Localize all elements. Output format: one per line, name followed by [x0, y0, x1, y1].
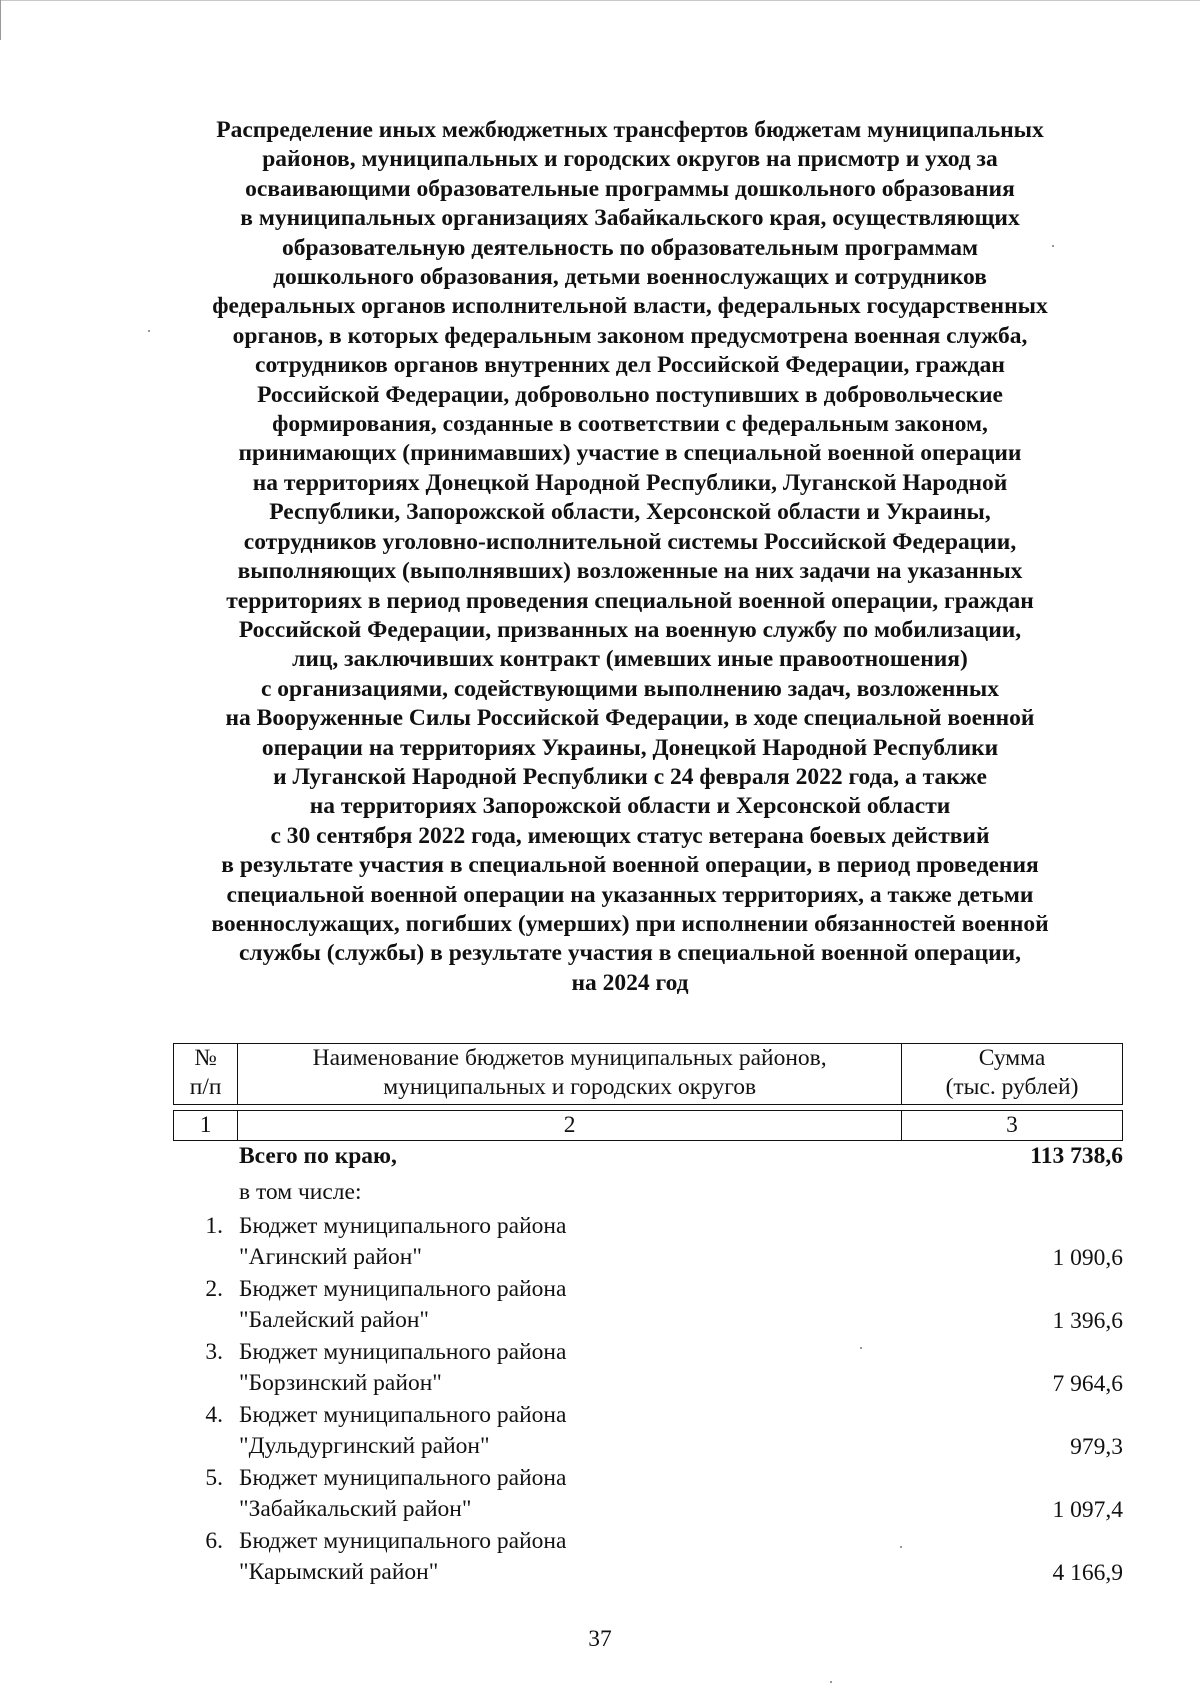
title-line: федеральных органов исполнительной власти, федеральных государственных: [212, 293, 1048, 320]
scan-speck: [1052, 245, 1054, 247]
row-name: [239, 1463, 879, 1525]
document-title: [150, 116, 1110, 998]
title-line: Распределение иных межбюджетных трансфертов бюджетам муниципальных: [216, 117, 1044, 143]
row-amount: 1 396,6: [1052, 1308, 1123, 1334]
title-line: сотрудников уголовно-исполнительной системы Российской Федерации,: [243, 528, 1017, 555]
title-line: Республики, Запорожской области, Херсонской области и Украины,: [269, 499, 991, 526]
table-row: [173, 1463, 1123, 1526]
title-line: на Вооруженные Силы Российской Федерации, в ходе специальной военной: [225, 705, 1035, 732]
title-line: и Луганской Народной Республики с 24 февраля 2022 года, а также: [273, 763, 987, 790]
header-sum: Сумма (тыс. рублей): [902, 1044, 1123, 1105]
title-line: службы (службы) в результате участия в специальной военной операции,: [238, 940, 1022, 967]
table-row: [173, 1526, 1123, 1589]
row-name-line: Бюджет муниципального района: [239, 1465, 567, 1491]
title-line: с 30 сентября 2022 года, имеющих статус ветерана боевых действий: [270, 822, 990, 849]
row-name: [239, 1337, 879, 1399]
scan-edge-left: [0, 0, 1, 40]
column-number-2: 2: [238, 1111, 902, 1141]
row-amount: 1 097,4: [1052, 1497, 1123, 1523]
scan-speck: [830, 1681, 832, 1683]
title-line: образовательную деятельность по образовательным программам: [281, 234, 979, 261]
row-name-line: "Дульдургинский район": [239, 1433, 490, 1459]
row-amount: 4 166,9: [1052, 1560, 1123, 1586]
row-amount: 979,3: [1070, 1434, 1123, 1460]
title-line: в муниципальных организациях Забайкальского края, осуществляющих: [240, 205, 1020, 232]
row-number: 5.: [205, 1465, 223, 1491]
row-name-line: "Борзинский район": [239, 1370, 442, 1396]
total-amount: 113 738,6: [1030, 1143, 1123, 1169]
table-row: [173, 1400, 1123, 1463]
title-line: районов, муниципальных и городских округов на присмотр и уход за: [262, 146, 998, 173]
title-line: выполняющих (выполнявших) возложенные на них задачи на указанных: [237, 558, 1023, 585]
scan-speck: [148, 330, 150, 332]
title-line: операции на территориях Украины, Донецкой Народной Республики: [261, 734, 999, 761]
title-line: специальной военной операции на указанных территориях, а также детьми: [226, 881, 1034, 908]
total-row: [173, 1142, 1123, 1178]
row-name-line: "Балейский район": [239, 1307, 430, 1333]
row-name-line: Бюджет муниципального района: [239, 1528, 567, 1554]
title-line: Российской Федерации, добровольно поступивших в добровольческие: [257, 381, 1003, 408]
row-name-line: Бюджет муниципального района: [239, 1213, 567, 1239]
title-line: дошкольного образования, детьми военнослужащих и сотрудников: [273, 264, 987, 291]
subtotal-row: [173, 1178, 1123, 1211]
row-name-line: "Карымский район": [239, 1559, 439, 1585]
row-amount: 1 090,6: [1052, 1245, 1123, 1271]
title-line: лиц, заключивших контракт (имевших иные правоотношения): [292, 646, 968, 673]
row-name: [239, 1211, 879, 1273]
scan-edge-top: [0, 0, 1200, 1]
row-name-line: "Агинский район": [239, 1244, 422, 1270]
title-line: формирования, созданные в соответствии с федеральным законом,: [272, 411, 988, 438]
row-number: 3.: [205, 1339, 223, 1365]
title-line: Российской Федерации, призванных на военную службу по мобилизации,: [238, 616, 1022, 643]
title-line: сотрудников органов внутренних дел Российской Федерации, граждан: [255, 352, 1005, 379]
total-label: Всего по краю,: [239, 1143, 397, 1169]
title-line: осваивающими образовательные программы дошкольного образования: [245, 175, 1015, 202]
budget-table-body: [173, 1142, 1123, 1589]
row-name: [239, 1526, 879, 1588]
table-row: [173, 1274, 1123, 1337]
table-header: [173, 1043, 1123, 1141]
title-line: территориях в период проведения специальной военной операции, граждан: [226, 587, 1034, 614]
column-number-1: 1: [174, 1111, 238, 1141]
table-row: [173, 1337, 1123, 1400]
row-name-line: Бюджет муниципального района: [239, 1402, 567, 1428]
title-line: на 2024 год: [571, 969, 689, 996]
row-number: 6.: [205, 1528, 223, 1554]
row-name: [239, 1274, 879, 1336]
header-name: Наименование бюджетов муниципальных районов, муниципальных и городских округов: [238, 1044, 902, 1105]
title-line: принимающих (принимавших) участие в специальной военной операции: [238, 440, 1022, 467]
row-number: 4.: [205, 1402, 223, 1428]
title-line: в результате участия в специальной военной операции, в период проведения: [221, 852, 1039, 879]
row-amount: 7 964,6: [1052, 1371, 1123, 1397]
row-name-line: "Забайкальский район": [239, 1496, 472, 1522]
row-number: 1.: [205, 1213, 223, 1239]
page-number: 37: [588, 1626, 612, 1652]
row-name: [239, 1400, 879, 1462]
table-row: [173, 1211, 1123, 1274]
row-name-line: Бюджет муниципального района: [239, 1276, 567, 1302]
subtotal-label: в том числе:: [239, 1179, 362, 1205]
row-name-line: Бюджет муниципального района: [239, 1339, 567, 1365]
scan-speck: [900, 1546, 902, 1548]
row-number: 2.: [205, 1276, 223, 1302]
title-line: с организациями, содействующими выполнению задач, возложенных: [260, 675, 1000, 702]
title-line: органов, в которых федеральным законом предусмотрена военная служба,: [232, 322, 1028, 349]
scan-speck: [860, 1347, 862, 1349]
title-line: на территориях Запорожской области и Херсонской области: [309, 793, 951, 820]
header-num: № п/п: [174, 1044, 238, 1105]
title-line: на территориях Донецкой Народной Республики, Луганской Народной: [252, 469, 1008, 496]
column-number-3: 3: [902, 1111, 1123, 1141]
title-line: военнослужащих, погибших (умерших) при исполнении обязанностей военной: [211, 910, 1049, 937]
